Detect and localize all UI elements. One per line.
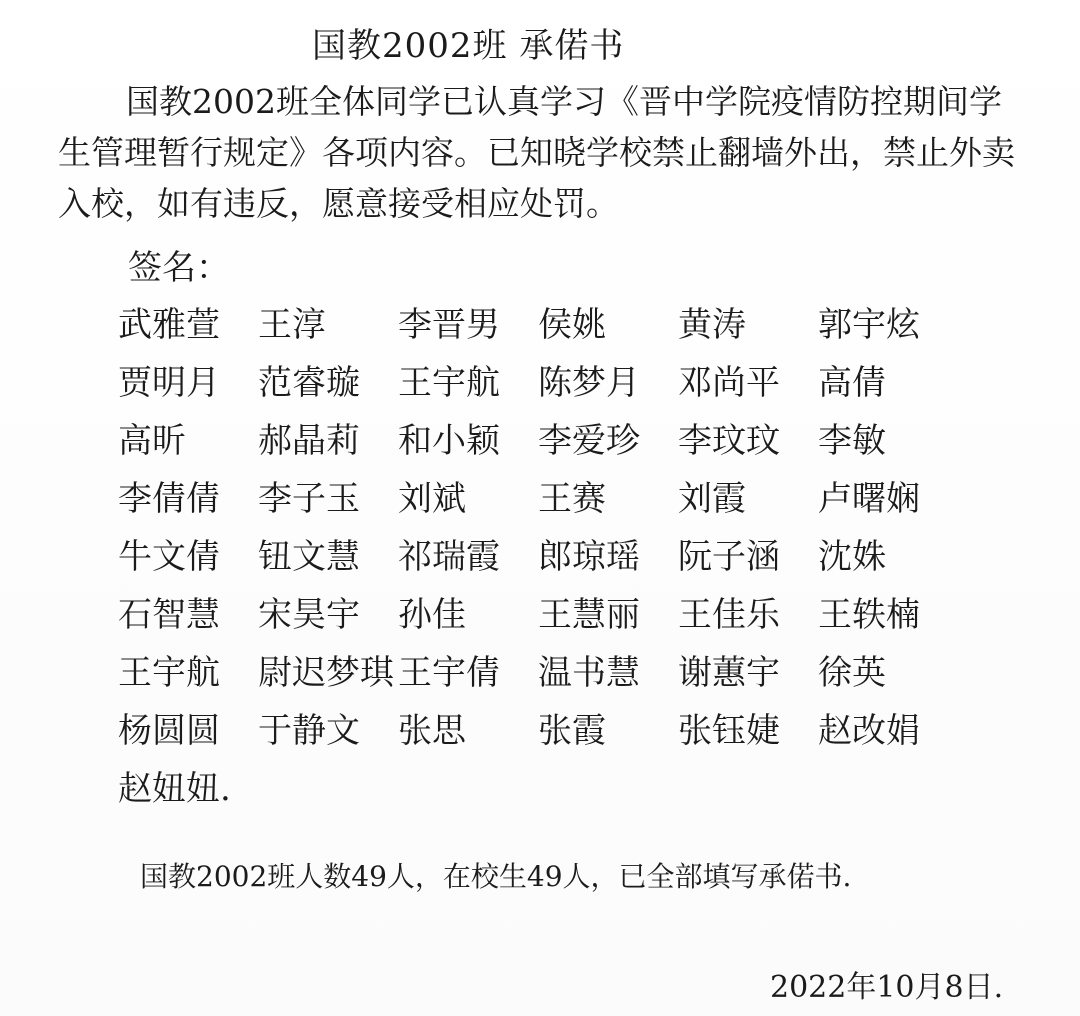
signature-name: 赵妞妞. [118,769,231,809]
signature-name: 陈梦月 [538,363,640,403]
signature-name: 黄涛 [678,305,746,345]
signature-name: 郭宇炫 [818,305,920,345]
signature-name: 尉迟梦琪 [258,653,394,693]
signature-name: 王佳乐 [678,595,780,635]
signature-name: 牛文倩 [118,537,220,577]
signature-name: 张钰婕 [678,711,780,751]
signature-name: 贾明月 [118,363,220,403]
signature-name: 卢曙娴 [818,479,920,519]
signature-name: 祁瑞霞 [398,537,500,577]
signature-name: 武雅萱 [118,305,220,345]
signature-name: 刘霞 [678,479,746,519]
signature-name: 王宇倩 [398,653,500,693]
signature-name: 于静文 [258,711,360,751]
signature-label: 签名： [128,248,230,288]
signature-name: 阮子涵 [678,537,780,577]
signature-name: 沈姝 [818,537,886,577]
signature-name: 石智慧 [118,595,220,635]
signature-name: 李子玉 [258,479,360,519]
signature-name: 范睿璇 [258,363,360,403]
signature-name: 王淳 [258,305,326,345]
signature-name: 赵改娟 [818,711,920,751]
document-date: 2022年10月8日. [770,970,1004,1005]
signature-name: 宋昊宇 [258,595,360,635]
commitment-body: 国教2002班全体同学已认真学习《晋中学院疫情防控期间学生管理暂行规定》各项内容。已知晓学校禁止翻墙外出，禁止外卖入校，如有违反，愿意接受相应处罚。 [58,82,1015,223]
signature-name: 王宇航 [398,363,500,403]
signature-name: 谢蕙宇 [678,653,780,693]
signature-names-grid [118,300,978,815]
signature-name: 杨圆圆 [118,711,220,751]
signature-name: 钮文慧 [258,537,360,577]
signature-name: 刘斌 [398,479,466,519]
signature-name: 李晋男 [398,305,500,345]
signature-name: 孙佳 [398,595,466,635]
signature-name: 高倩 [818,363,886,403]
class-count-note: 国教2002班人数49人，在校生49人，已全部填写承偌书. [140,860,852,893]
signature-name: 温书慧 [538,653,640,693]
signature-name: 李玟玟 [678,421,780,461]
signature-name: 徐英 [818,653,886,693]
signature-name: 张思 [398,711,466,751]
signature-name: 王赛 [538,479,606,519]
signature-name: 王轶楠 [818,595,920,635]
signature-name: 张霞 [538,711,606,751]
signature-name: 侯姚 [538,305,606,345]
signature-name: 王慧丽 [538,595,640,635]
signature-name: 李爱珍 [538,421,640,461]
document-title: 国教2002班 承偌书 [312,26,625,66]
signature-name: 王宇航 [118,653,220,693]
signature-name: 和小颖 [398,421,500,461]
signature-name: 邓尚平 [678,363,780,403]
signature-name: 李敏 [818,421,886,461]
signature-name: 郎琼瑶 [538,537,640,577]
signature-name: 高昕 [118,421,186,461]
signature-name: 李倩倩 [118,479,220,519]
signature-name: 郝晶莉 [258,421,360,461]
